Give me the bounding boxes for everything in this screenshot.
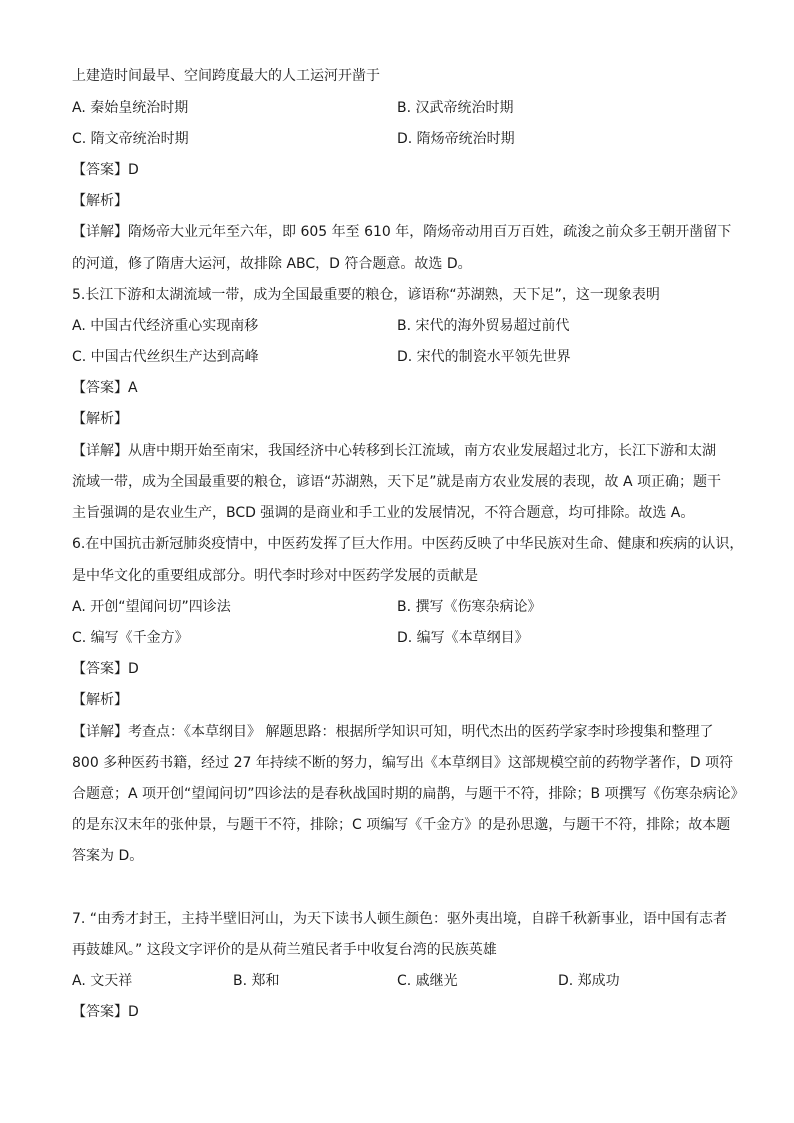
q6-option-b: B. 撰写《伤寒杂病论》 <box>397 599 542 615</box>
q6-detail-line-2: 800 多种医药书籍，经过 27 年持续不断的努力，编写出《本草纲目》这部规模空前的药物学著作，D 项符 <box>72 755 734 771</box>
q7-option-b: B. 郑和 <box>233 973 280 989</box>
q5-option-b: B. 宋代的海外贸易超过前代 <box>397 318 570 334</box>
q6-detail-line-1: 【详解】考查点：《本草纲目》 解题思路：根据所学知识可知，明代杰出的医药学家李时珍搜集和整理了 <box>72 724 714 740</box>
q4-option-b: B. 汉武帝统治时期 <box>397 100 514 116</box>
q5-detail-line-1: 【详解】从唐中期开始至南宋，我国经济中心转移到长江流域，南方农业发展超过北方，长江下游和太湖 <box>72 443 716 459</box>
q6-option-a: A. 开创“望闻问切”四诊法 <box>72 599 231 615</box>
q5-stem: 5.长江下游和太湖流域一带，成为全国最重要的粮仓，谚语称“苏湖熟，天下足”，这一现象表明 <box>72 287 660 303</box>
q4-answer: 【答案】D <box>72 162 139 178</box>
q6-answer: 【答案】D <box>72 661 139 677</box>
q6-analysis-label: 【解析】 <box>72 692 128 708</box>
q7-answer: 【答案】D <box>72 1004 139 1020</box>
q6-detail-line-4: 的是东汉末年的张仲景，与题干不符，排除；C 项编写《千金方》的是孙思邈，与题干不符，排除；故本题 <box>72 817 731 833</box>
q4-detail-line-1: 【详解】隋炀帝大业元年至六年，即 605 年至 610 年，隋炀帝动用百万百姓，疏浚之前众多王朝开凿留下 <box>72 224 732 240</box>
q5-detail-line-3: 主旨强调的是农业生产，BCD 强调的是商业和手工业的发展情况，不符合题意，均可排除。故选 A。 <box>72 505 695 521</box>
q6-detail-line-3: 合题意；A 项开创“望闻问切”四诊法的是春秋战国时期的扁鹊，与题干不符，排除；B 项撰写《伤寒杂病论》 <box>72 786 745 802</box>
q6-detail-line-5: 答案为 D。 <box>72 848 144 864</box>
q7-stem-line-1: 7. “由秀才封王，主持半壁旧河山，为天下读书人顿生颜色：驱外夷出境，自辟千秋新事业，语中国有志者 <box>72 911 728 927</box>
q4-stem: 上建造时间最早、空间跨度最大的人工运河开凿于 <box>72 68 380 84</box>
q5-option-d: D. 宋代的制瓷水平领先世界 <box>397 349 571 365</box>
q6-option-c: C. 编写《千金方》 <box>72 630 189 646</box>
q7-option-c: C. 戚继光 <box>397 973 458 989</box>
q4-detail-line-2: 的河道，修了隋唐大运河，故排除 ABC，D 符合题意。故选 D。 <box>72 256 472 272</box>
q7-option-d: D. 郑成功 <box>558 973 620 989</box>
q4-analysis-label: 【解析】 <box>72 193 128 209</box>
q5-detail-line-2: 流域一带，成为全国最重要的粮仓，谚语“苏湖熟，天下足”就是南方农业发展的表现，故 A 项正确；题干 <box>72 474 721 490</box>
q4-option-d: D. 隋炀帝统治时期 <box>397 131 515 147</box>
q6-stem-line-1: 6.在中国抗击新冠肺炎疫情中，中医药发挥了巨大作用。中医药反映了中华民族对生命、健康和疾病的认识， <box>72 536 744 552</box>
q7-option-a: A. 文天祥 <box>72 973 133 989</box>
q5-answer: 【答案】A <box>72 380 138 396</box>
q5-analysis-label: 【解析】 <box>72 411 128 427</box>
q6-option-d: D. 编写《本草纲目》 <box>397 630 529 646</box>
q7-stem-line-2: 再鼓雄风。” 这段文字评价的是从荷兰殖民者手中收复台湾的民族英雄 <box>72 942 497 958</box>
q4-option-c: C. 隋文帝统治时期 <box>72 131 189 147</box>
q4-option-a: A. 秦始皇统治时期 <box>72 100 189 116</box>
q5-option-c: C. 中国古代丝织生产达到高峰 <box>72 349 259 365</box>
q5-option-a: A. 中国古代经济重心实现南移 <box>72 318 259 334</box>
q6-stem-line-2: 是中华文化的重要组成部分。明代李时珍对中医药学发展的贡献是 <box>72 568 478 584</box>
